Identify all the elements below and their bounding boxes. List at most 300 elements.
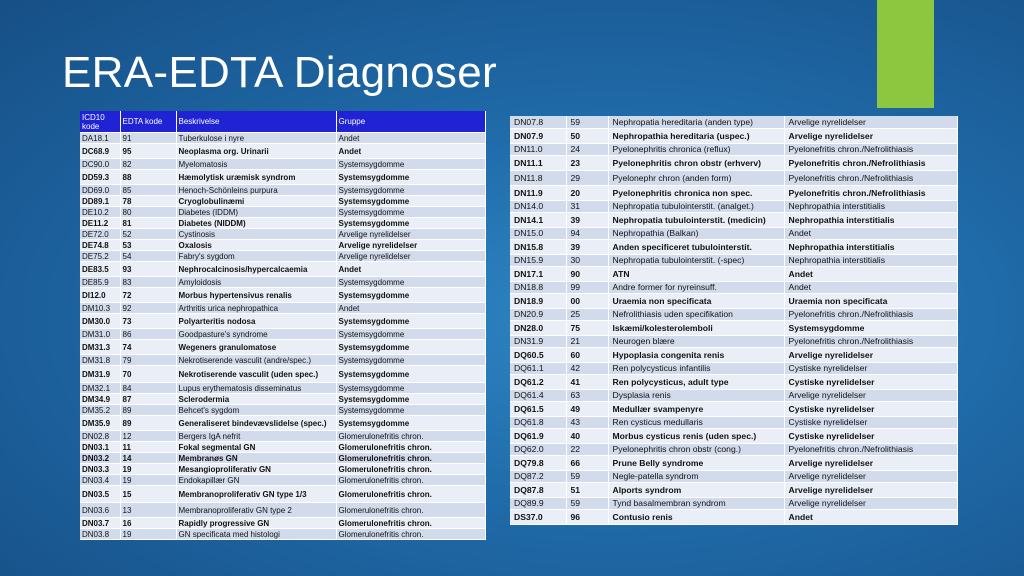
table-row [80,144,485,159]
cell-icd10: DE11.2 [80,218,120,229]
cell-icd10: DN03.7 [80,518,120,529]
cell-group: Cystiske nyrelidelser [784,428,957,443]
table-row [510,482,957,497]
cell-description: Ren cysticus medullaris [608,416,784,428]
cell-edta-code: 70 [120,366,176,383]
cell-edta-code: 74 [120,340,176,355]
cell-group: Arvelige nyrelidelser [784,347,957,362]
cell-edta-code: 51 [566,482,608,497]
cell-edta-code: 96 [566,509,608,524]
cell-icd10: DM10.3 [80,303,120,314]
cell-group: Arvelige nyrelidelser [336,240,485,251]
table-row [510,170,957,185]
cell-group: Pyelonefritis chron./Nefrolithiasis [784,185,957,200]
cell-group: Pyelonefritis chron./Nefrolithiasis [784,335,957,347]
cell-group: Arvelige nyrelidelser [784,455,957,470]
cell-edta-code: 59 [566,497,608,509]
cell-icd10: DM32.1 [80,383,120,394]
table-row [510,128,957,143]
cell-icd10: DQ61.1 [510,362,566,374]
cell-icd10: DN14.0 [510,200,566,212]
cell-group: Systemsygdomme [336,366,485,383]
cell-group: Andet [336,303,485,314]
table-row [510,497,957,509]
cell-group: Systemsygdomme [336,277,485,288]
cell-group: Cystiske nyrelidelser [784,416,957,428]
cell-group: Systemsygdomme [336,383,485,394]
table-row [80,329,485,340]
cell-description: Iskæmi/kolesterolemboli [608,320,784,335]
cell-description: Nephropathia hereditaria (uspec.) [608,128,784,143]
table-row [80,355,485,366]
cell-description: GN specificata med histologi [176,529,336,540]
cell-group: Andet [784,266,957,281]
table-row [510,335,957,347]
cell-edta-code: 43 [566,416,608,428]
table-row [80,453,485,464]
cell-icd10: DM31.3 [80,340,120,355]
cell-icd10: DA18.1 [80,133,120,144]
cell-edta-code: 12 [120,431,176,442]
cell-icd10: DN28.0 [510,320,566,335]
cell-description: Wegeners granulomatose [176,340,336,355]
cell-edta-code: 88 [120,170,176,185]
cell-group: Glomerulonefritis chron. [336,431,485,442]
cell-edta-code: 89 [120,416,176,431]
cell-group: Systemsygdomme [336,314,485,329]
cell-description: Pyelonephritis chronica (reflux) [608,143,784,155]
table-row [80,185,485,196]
cell-group: Arvelige nyrelidelser [336,251,485,262]
cell-edta-code: 39 [566,212,608,227]
cell-group: Glomerulonefritis chron. [336,503,485,518]
cell-icd10: DQ61.9 [510,428,566,443]
cell-description: Goodpasture's syndrome [176,329,336,340]
cell-icd10: DM31.9 [80,366,120,383]
cell-group: Cystiske nyrelidelser [784,374,957,389]
cell-group: Systemsygdomme [336,218,485,229]
cell-icd10: DE83.5 [80,262,120,277]
cell-icd10: DN03.6 [80,503,120,518]
table-row [510,443,957,455]
cell-description: Cystinosis [176,229,336,240]
cell-description: Polyarteritis nodosa [176,314,336,329]
table-row [80,383,485,394]
cell-icd10: DN18.8 [510,281,566,293]
table-row [80,529,485,540]
cell-description: Myelomatosis [176,159,336,170]
cell-group: Systemsygdomme [336,159,485,170]
cell-edta-code: 00 [566,293,608,308]
cell-icd10: DI12.0 [80,288,120,303]
table-row [80,251,485,262]
cell-description: Nephropatia tubulointerstit. (medicin) [608,212,784,227]
cell-description: Uraemia non specificata [608,293,784,308]
cell-group: Pyelonefritis chron./Nefrolithiasis [784,155,957,170]
cell-group: Systemsygdomme [336,329,485,340]
cell-group: Glomerulonefritis chron. [336,475,485,486]
table-row [510,428,957,443]
table-row [510,470,957,482]
cell-icd10: DN07.9 [510,128,566,143]
cell-description: Membranoproliferativ GN type 2 [176,503,336,518]
cell-edta-code: 94 [566,227,608,239]
table-row [80,288,485,303]
cell-edta-code: 16 [120,518,176,529]
cell-group: Glomerulonefritis chron. [336,529,485,540]
table-row [80,240,485,251]
cell-group: Systemsygdomme [336,288,485,303]
cell-description: Tuberkulose i nyre [176,133,336,144]
table-row [510,308,957,320]
cell-description: Rapidly progressive GN [176,518,336,529]
cell-description: Ren polycysticus, adult type [608,374,784,389]
table-row [80,218,485,229]
cell-edta-code: 89 [120,405,176,416]
cell-edta-code: 73 [120,314,176,329]
cell-edta-code: 83 [120,277,176,288]
cell-edta-code: 11 [120,442,176,453]
cell-description: Amyloidosis [176,277,336,288]
cell-description: Tynd basalmembran syndrom [608,497,784,509]
cell-group: Pyelonefritis chron./Nefrolithiasis [784,443,957,455]
cell-icd10: DN31.9 [510,335,566,347]
cell-description: Negle-patella syndrom [608,470,784,482]
cell-group: Arvelige nyrelidelser [784,470,957,482]
cell-icd10: DQ87.2 [510,470,566,482]
column-header-icd10: ICD10 kode [80,111,120,133]
cell-description: Prune Belly syndrome [608,455,784,470]
cell-edta-code: 14 [120,453,176,464]
table-row [80,159,485,170]
cell-edta-code: 93 [120,262,176,277]
cell-edta-code: 31 [566,200,608,212]
table-row [510,155,957,170]
cell-group: Andet [336,262,485,277]
cell-icd10: DN11.8 [510,170,566,185]
table-row [80,366,485,383]
cell-description: Pyelonephr chron (anden form) [608,170,784,185]
cell-group: Glomerulonefritis chron. [336,518,485,529]
cell-edta-code: 59 [566,116,608,128]
cell-description: Pyelonephritis chron obstr (erhverv) [608,155,784,170]
cell-edta-code: 85 [120,185,176,196]
cell-description: Henoch-Schönleins purpura [176,185,336,196]
table-row [80,196,485,207]
cell-description: Diabetes (IDDM) [176,207,336,218]
cell-description: Pyelonephritis chron obstr (cong.) [608,443,784,455]
table-row [80,442,485,453]
cell-edta-code: 30 [566,254,608,266]
cell-group: Arvelige nyrelidelser [784,128,957,143]
table-row [510,509,957,524]
cell-group: Andet [336,133,485,144]
cell-description: Sclerodermia [176,394,336,405]
cell-description: ATN [608,266,784,281]
cell-icd10: DN03.2 [80,453,120,464]
table-row [80,314,485,329]
cell-icd10: DN20.9 [510,308,566,320]
cell-edta-code: 59 [566,470,608,482]
cell-description: Fokal segmental GN [176,442,336,453]
table-row [80,475,485,486]
cell-description: Membranoproliferativ GN type 1/3 [176,486,336,503]
cell-icd10: DM35.9 [80,416,120,431]
cell-description: Neurogen blære [608,335,784,347]
cell-group: Systemsygdomme [336,355,485,366]
cell-description: Medullær svampenyre [608,401,784,416]
table-row [510,389,957,401]
diagnosis-table-right [510,116,958,525]
cell-icd10: DQ89.9 [510,497,566,509]
cell-icd10: DN03.1 [80,442,120,453]
cell-edta-code: 25 [566,308,608,320]
cell-edta-code: 72 [120,288,176,303]
cell-description: Endokapillær GN [176,475,336,486]
cell-group: Systemsygdomme [336,196,485,207]
table-row [510,116,957,128]
table-row [80,416,485,431]
table-row [510,281,957,293]
cell-group: Andet [784,227,957,239]
cell-icd10: DD59.3 [80,170,120,185]
cell-edta-code: 84 [120,383,176,394]
cell-icd10: DQ79.8 [510,455,566,470]
cell-icd10: DQ62.0 [510,443,566,455]
cell-description: Dysplasia renis [608,389,784,401]
cell-icd10: DE75.2 [80,251,120,262]
cell-icd10: DM34.9 [80,394,120,405]
cell-description: Lupus erythematosis disseminatus [176,383,336,394]
table-row [80,170,485,185]
cell-icd10: DN03.5 [80,486,120,503]
cell-description: Mesangioproliferativ GN [176,464,336,475]
cell-edta-code: 52 [120,229,176,240]
cell-icd10: DC90.0 [80,159,120,170]
table-row [510,200,957,212]
cell-icd10: DQ87.8 [510,482,566,497]
cell-group: Nephropathia interstitialis [784,254,957,266]
green-accent-bar [877,0,934,108]
cell-edta-code: 99 [566,281,608,293]
cell-group: Nephropathia interstitialis [784,212,957,227]
cell-edta-code: 90 [566,266,608,281]
cell-group: Andet [784,281,957,293]
cell-icd10: DN03.8 [80,529,120,540]
table-row [510,362,957,374]
table-row [510,455,957,470]
table-row [510,212,957,227]
cell-description: Morbus cysticus renis (uden spec.) [608,428,784,443]
cell-description: Nephropatia tubulointerstit. (analget.) [608,200,784,212]
cell-icd10: DQ61.4 [510,389,566,401]
cell-icd10: DQ61.5 [510,401,566,416]
cell-group: Nephropathia interstitialis [784,239,957,254]
column-header-edta: EDTA kode [120,111,176,133]
table-row [80,486,485,503]
cell-description: Morbus hypertensivus renalis [176,288,336,303]
cell-group: Arvelige nyrelidelser [336,229,485,240]
cell-edta-code: 40 [566,428,608,443]
table-row [80,277,485,288]
table-row [510,185,957,200]
cell-group: Systemsygdomme [336,185,485,196]
cell-icd10: DN11.9 [510,185,566,200]
cell-icd10: DN17.1 [510,266,566,281]
cell-edta-code: 78 [120,196,176,207]
cell-group: Systemsygdomme [784,320,957,335]
table-row [80,207,485,218]
cell-group: Glomerulonefritis chron. [336,453,485,464]
cell-group: Cystiske nyrelidelser [784,401,957,416]
cell-description: Anden specificeret tubulointerstit. [608,239,784,254]
cell-description: Nephropathia (Balkan) [608,227,784,239]
cell-icd10: DN03.4 [80,475,120,486]
cell-description: Generaliseret bindevævslidelse (spec.) [176,416,336,431]
cell-edta-code: 15 [120,486,176,503]
cell-edta-code: 20 [566,185,608,200]
cell-description: Nefrolithiasis uden specifikation [608,308,784,320]
table-row [80,303,485,314]
table-row [80,464,485,475]
cell-edta-code: 82 [120,159,176,170]
cell-icd10: DN18.9 [510,293,566,308]
cell-group: Systemsygdomme [336,170,485,185]
cell-icd10: DE85.9 [80,277,120,288]
table-row [510,374,957,389]
cell-edta-code: 63 [566,389,608,401]
cell-edta-code: 19 [120,475,176,486]
cell-group: Nephropathia interstitialis [784,200,957,212]
cell-group: Systemsygdomme [336,405,485,416]
cell-icd10: DE10.2 [80,207,120,218]
cell-description: Ren polycysticus infantilis [608,362,784,374]
cell-description: Nekrotiserende vasculit (uden spec.) [176,366,336,383]
table-row [80,518,485,529]
cell-edta-code: 95 [120,144,176,159]
cell-description: Diabetes (NIDDM) [176,218,336,229]
cell-icd10: DN07.8 [510,116,566,128]
table-row [510,293,957,308]
cell-edta-code: 19 [120,464,176,475]
cell-group: Glomerulonefritis chron. [336,442,485,453]
table-row [510,320,957,335]
cell-icd10: DN11.1 [510,155,566,170]
cell-icd10: DN03.3 [80,464,120,475]
cell-group: Pyelonefritis chron./Nefrolithiasis [784,143,957,155]
cell-description: Nephropatia hereditaria (anden type) [608,116,784,128]
cell-edta-code: 39 [566,239,608,254]
cell-group: Uraemia non specificata [784,293,957,308]
cell-icd10: DM35.2 [80,405,120,416]
cell-icd10: DC68.9 [80,144,120,159]
table-row [510,254,957,266]
cell-description: Membranøs GN [176,453,336,464]
table-row [510,239,957,254]
table-row [80,405,485,416]
cell-description: Fabry's sygdom [176,251,336,262]
table-header-row [80,111,485,133]
cell-description: Nekrotiserende vasculit (andre/spec.) [176,355,336,366]
cell-icd10: DQ61.2 [510,374,566,389]
cell-icd10: DM31.8 [80,355,120,366]
cell-description: Behcet's sygdom [176,405,336,416]
cell-edta-code: 23 [566,155,608,170]
cell-group: Arvelige nyrelidelser [784,482,957,497]
cell-group: Systemsygdomme [336,340,485,355]
cell-description: Hypoplasia congenita renis [608,347,784,362]
cell-description: Alports syndrom [608,482,784,497]
cell-icd10: DN15.9 [510,254,566,266]
cell-description: Nephropatia tubulointerstit. (-spec) [608,254,784,266]
slide-title: ERA-EDTA Diagnoser [62,48,497,97]
cell-group: Andet [784,509,957,524]
cell-icd10: DE72.0 [80,229,120,240]
cell-group: Andet [336,144,485,159]
cell-edta-code: 81 [120,218,176,229]
table-row [80,262,485,277]
cell-description: Neoplasma org. Urinarii [176,144,336,159]
cell-icd10: DM30.0 [80,314,120,329]
cell-edta-code: 19 [120,529,176,540]
cell-edta-code: 75 [566,320,608,335]
cell-edta-code: 50 [566,128,608,143]
cell-icd10: DD69.0 [80,185,120,196]
cell-edta-code: 54 [120,251,176,262]
cell-icd10: DN11.0 [510,143,566,155]
cell-group: Arvelige nyrelidelser [784,497,957,509]
cell-group: Glomerulonefritis chron. [336,464,485,475]
table-row [510,227,957,239]
cell-group: Pyelonefritis chron./Nefrolithiasis [784,308,957,320]
cell-edta-code: 87 [120,394,176,405]
cell-description: Hæmolytisk uræmisk syndrom [176,170,336,185]
table-row [80,503,485,518]
cell-edta-code: 13 [120,503,176,518]
table-row [80,133,485,144]
cell-description: Andre former for nyreinsuff. [608,281,784,293]
cell-icd10: DM31.0 [80,329,120,340]
cell-group: Systemsygdomme [336,207,485,218]
cell-group: Systemsygdomme [336,416,485,431]
cell-icd10: DS37.0 [510,509,566,524]
table-row [80,431,485,442]
cell-edta-code: 41 [566,374,608,389]
table-row [80,229,485,240]
cell-description: Contusio renis [608,509,784,524]
cell-edta-code: 79 [120,355,176,366]
cell-group: Arvelige nyrelidelser [784,116,957,128]
cell-group: Arvelige nyrelidelser [784,389,957,401]
cell-group: Cystiske nyrelidelser [784,362,957,374]
cell-description: Arthritis urica nephropathica [176,303,336,314]
diagnosis-table-left [80,111,486,540]
cell-icd10: DD89.1 [80,196,120,207]
table-row [80,340,485,355]
cell-icd10: DQ61.8 [510,416,566,428]
cell-edta-code: 21 [566,335,608,347]
cell-group: Pyelonefritis chron./Nefrolithiasis [784,170,957,185]
table-row [510,416,957,428]
cell-group: Systemsygdomme [336,394,485,405]
cell-icd10: DN15.8 [510,239,566,254]
table-row [510,347,957,362]
cell-edta-code: 42 [566,362,608,374]
table-row [510,401,957,416]
cell-description: Nephrocalcinosis/hypercalcaemia [176,262,336,277]
table-row [510,266,957,281]
cell-edta-code: 91 [120,133,176,144]
